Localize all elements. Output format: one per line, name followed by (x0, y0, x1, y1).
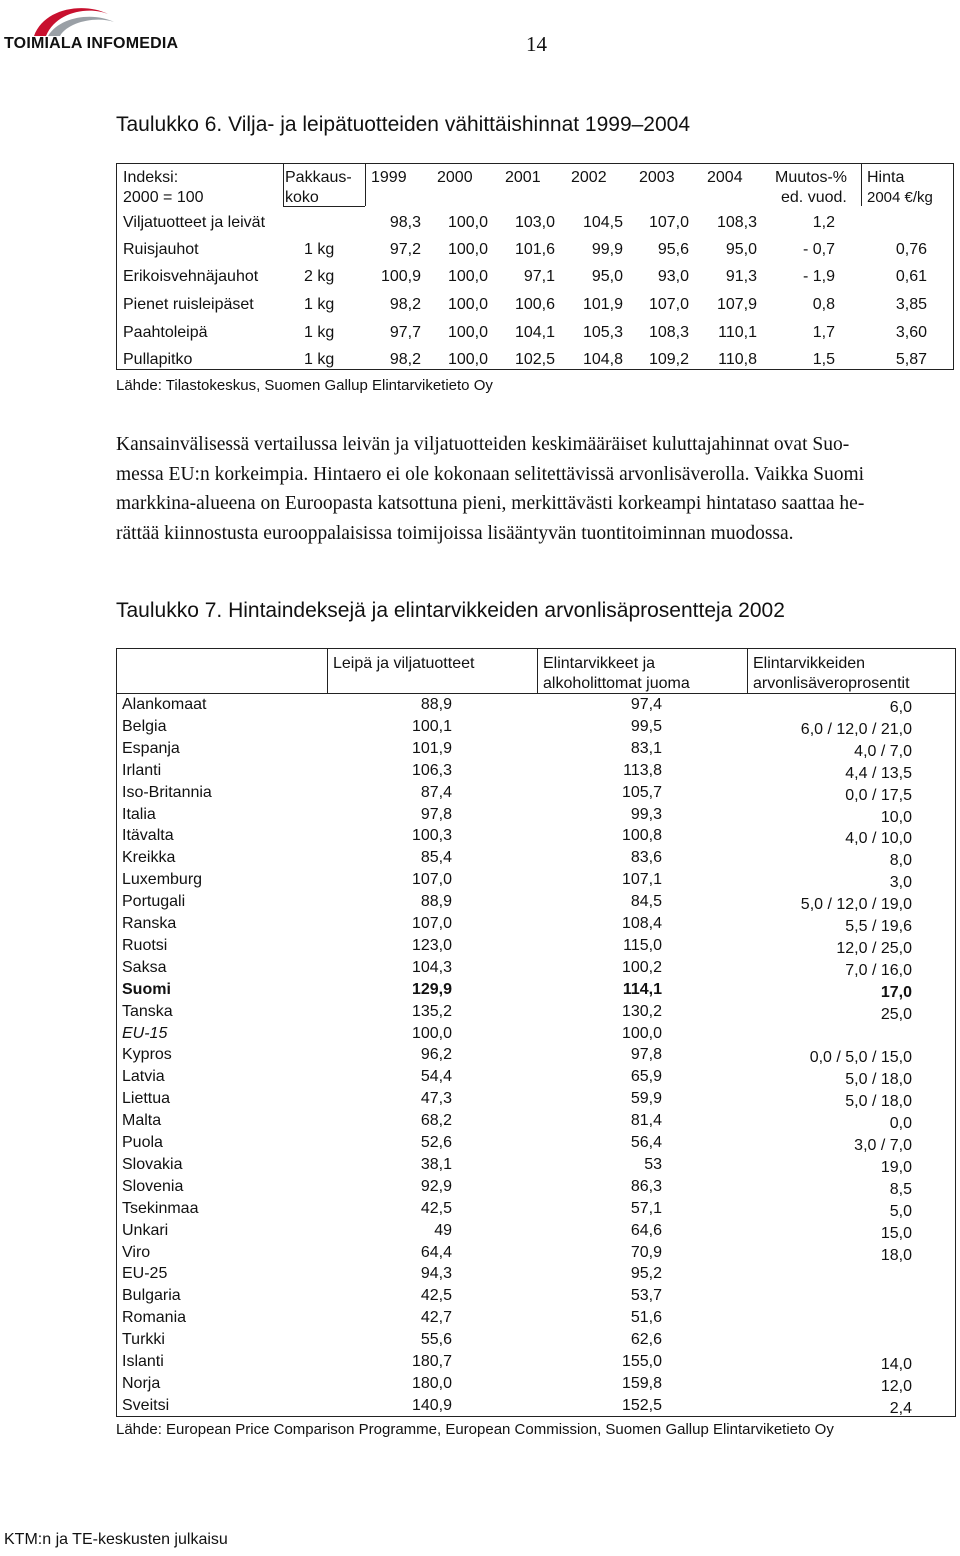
food-index: 159,8 (621, 1375, 662, 1392)
vat-rates: 5,0 (889, 1203, 912, 1220)
table7-caption: Taulukko 7. Hintaindeksejä ja elintarvikkeiden arvonlisäprosentteja 2002 (116, 599, 785, 622)
country-name: Ruotsi (122, 937, 168, 954)
index-value: 100,0 (447, 324, 488, 341)
food-index: 152,5 (621, 1397, 662, 1414)
bread-index: 88,9 (420, 893, 452, 910)
index-label: Indeksi: (123, 169, 179, 186)
country-name: Tsekinmaa (122, 1200, 199, 1217)
country-name: Irlanti (122, 762, 162, 779)
bread-index: 68,2 (420, 1112, 452, 1129)
index-value: 101,6 (514, 241, 555, 258)
index-value: 99,9 (591, 241, 623, 258)
price-value: 0,61 (895, 268, 927, 285)
index-value: 98,3 (389, 214, 421, 231)
vat-rates: 19,0 (880, 1159, 912, 1176)
country-name: Itävalta (122, 827, 174, 844)
vat-rates: 5,0 / 18,0 (845, 1071, 912, 1088)
index-value: 91,3 (725, 268, 757, 285)
index-value: 107,0 (648, 214, 689, 231)
food-index: 83,6 (630, 849, 662, 866)
index-value: 109,2 (648, 351, 689, 368)
food-index: 95,2 (630, 1265, 662, 1282)
bread-index: 38,1 (420, 1156, 452, 1173)
food-index: 97,4 (630, 696, 662, 713)
food-index: 81,4 (630, 1112, 662, 1129)
row-label: Pullapitko (123, 351, 193, 368)
food-index: 83,1 (630, 740, 662, 757)
index-value: 110,8 (718, 351, 757, 368)
bread-index: 49 (434, 1222, 452, 1239)
food-index: 57,1 (630, 1200, 662, 1217)
index-value: 107,0 (648, 296, 689, 313)
price-value: 0,76 (895, 241, 927, 258)
bread-index: 106,3 (411, 762, 452, 779)
index-value: 97,1 (523, 268, 555, 285)
row-label: Ruisjauhot (123, 241, 199, 258)
vat-rates: 0,0 (889, 1115, 912, 1132)
bread-index: 135,2 (411, 1003, 452, 1020)
page-number: 14 (526, 32, 547, 56)
food-index: 53,7 (630, 1287, 662, 1304)
food-header: Elintarvikkeet ja (543, 655, 656, 672)
logo-text: TOIMIALA INFOMEDIA (4, 35, 179, 52)
bread-index: 107,0 (411, 915, 452, 932)
food-index: 155,0 (621, 1353, 662, 1370)
bread-index: 42,5 (420, 1287, 452, 1304)
paragraph-line: markkina-alueena on Euroopasta katsottuna pieni, merkittävästi korkeampi hintataso saattaa he- (116, 493, 865, 514)
bread-index: 129,9 (411, 981, 452, 998)
country-name: Romania (122, 1309, 187, 1326)
country-name: Islanti (122, 1353, 164, 1370)
year-header: 2001 (505, 169, 541, 186)
vat-rates: 6,0 (889, 699, 912, 716)
column-divider (365, 164, 366, 206)
vat-rates: 0,0 / 17,5 (845, 787, 912, 804)
vat-rates: 3,0 (889, 874, 912, 891)
index-value: 93,0 (657, 268, 689, 285)
pack-size: 1 kg (304, 296, 335, 313)
index-value: 98,2 (389, 351, 421, 368)
country-name: Turkki (122, 1331, 165, 1348)
food-index: 70,9 (630, 1244, 662, 1261)
index-value: 107,9 (716, 296, 757, 313)
header-divider (117, 693, 955, 694)
column-divider (747, 649, 748, 694)
vat-rates: 17,0 (880, 984, 912, 1001)
food-index: 84,5 (630, 893, 662, 910)
vat-rates: 10,0 (880, 809, 912, 826)
row-label: Erikoisvehnäjauhot (123, 268, 259, 285)
table6 (116, 163, 954, 370)
paragraph-line: Kansainvälisessä vertailussa leivän ja viljatuotteiden keskimääräiset kuluttajahinnat ovat Suo- (116, 434, 850, 455)
bread-index: 97,8 (420, 806, 452, 823)
vat-rates: 5,5 / 19,6 (845, 918, 912, 935)
food-index: 59,9 (630, 1090, 662, 1107)
country-name: Kypros (122, 1046, 172, 1063)
index-value: 95,6 (657, 241, 689, 258)
index-value: 100,6 (514, 296, 555, 313)
index-value: 104,8 (582, 351, 623, 368)
food-index: 65,9 (630, 1068, 662, 1085)
food-index: 64,6 (630, 1222, 662, 1239)
bread-index: 140,9 (411, 1397, 452, 1414)
food-index: 97,8 (630, 1046, 662, 1063)
pack-header: Pakkaus- (285, 169, 352, 186)
country-name: Suomi (122, 981, 171, 998)
country-name: Norja (122, 1375, 161, 1392)
change-value: 1,5 (812, 351, 835, 368)
index-value: 100,0 (447, 296, 488, 313)
food-index: 62,6 (630, 1331, 662, 1348)
index-value: 97,2 (389, 241, 421, 258)
index-value: 104,5 (582, 214, 623, 231)
header-divider (283, 206, 365, 207)
country-name: Italia (122, 806, 156, 823)
bread-index: 47,3 (420, 1090, 452, 1107)
bread-index: 87,4 (420, 784, 452, 801)
year-header: 2003 (639, 169, 675, 186)
year-header: 2000 (437, 169, 473, 186)
index-value: 100,0 (447, 351, 488, 368)
body-paragraph (116, 430, 946, 548)
price-value: 3,85 (895, 296, 927, 313)
publisher-logo (4, 2, 184, 54)
index-value: 100,0 (447, 268, 488, 285)
bread-index: 94,3 (420, 1265, 452, 1282)
column-divider (537, 649, 538, 694)
vat-rates: 15,0 (880, 1225, 912, 1242)
bread-index: 100,0 (411, 1025, 452, 1042)
country-name: EU-15 (122, 1025, 168, 1042)
vat-rates: 0,0 / 5,0 / 15,0 (809, 1049, 912, 1066)
vat-rates: 2,4 (889, 1400, 912, 1417)
change-value: 0,8 (812, 296, 835, 313)
column-divider (327, 649, 328, 694)
footer-text: KTM:n ja TE-keskusten julkaisu (4, 1531, 228, 1548)
vat-rates: 12,0 / 25,0 (836, 940, 912, 957)
vat-header-2: arvonlisäveroprosentit (753, 675, 910, 692)
year-header: 2002 (571, 169, 607, 186)
paragraph-line: messa EU:n korkeimpia. Hintaero ei ole kokonaan selitettävissä arvonlisäverolla. Vaikka Suomi (116, 463, 865, 485)
pack-size: 2 kg (304, 268, 335, 285)
index-value: 104,1 (514, 324, 555, 341)
price-value: 5,87 (895, 351, 927, 368)
vat-rates: 8,0 (889, 852, 912, 869)
index-value: 100,0 (447, 241, 488, 258)
food-index: 99,5 (630, 718, 662, 735)
vat-rates: 4,4 / 13,5 (845, 765, 912, 782)
country-name: EU-25 (122, 1265, 168, 1282)
vat-rates: 18,0 (880, 1247, 912, 1264)
country-name: Unkari (122, 1222, 169, 1239)
index-value: 108,3 (648, 324, 689, 341)
country-name: Bulgaria (122, 1287, 181, 1304)
row-label: Paahtoleipä (123, 324, 208, 341)
change-value: - 1,9 (802, 268, 835, 285)
food-index: 100,8 (621, 827, 662, 844)
vat-rates: 25,0 (880, 1006, 912, 1023)
price-value: 3,60 (895, 324, 927, 341)
country-name: Slovakia (122, 1156, 183, 1173)
paragraph-line: rättää kiinnostusta eurooppalaisissa toimijoissa lisääntyvän tuontitoiminnan muodossa. (116, 522, 794, 544)
row-label: Pienet ruisleipäset (123, 296, 254, 313)
index-value: 95,0 (591, 268, 623, 285)
country-name: Viro (122, 1244, 151, 1261)
change-value: - 0,7 (802, 241, 835, 258)
vat-rates: 12,0 (880, 1378, 912, 1395)
logo-swoosh-icon (4, 2, 164, 38)
country-name: Puola (122, 1134, 163, 1151)
bread-index: 100,3 (411, 827, 452, 844)
bread-index: 64,4 (420, 1244, 452, 1261)
food-index: 99,3 (630, 806, 662, 823)
food-index: 108,4 (621, 915, 662, 932)
food-index: 114,1 (622, 981, 662, 998)
food-index: 113,8 (623, 762, 662, 779)
year-header: 1999 (371, 169, 407, 186)
bread-index: 92,9 (420, 1178, 452, 1195)
country-name: Liettua (122, 1090, 171, 1107)
food-index: 130,2 (621, 1003, 662, 1020)
bread-index: 123,0 (411, 937, 452, 954)
change-header-2: ed. vuod. (781, 189, 847, 206)
pack-size: 1 kg (304, 351, 335, 368)
index-value: 108,3 (716, 214, 757, 231)
pack-size: 1 kg (304, 324, 335, 341)
bread-header: Leipä ja viljatuotteet (333, 655, 475, 672)
column-divider (283, 164, 284, 206)
vat-rates: 14,0 (880, 1356, 912, 1373)
index-value: 105,3 (582, 324, 623, 341)
bread-index: 104,3 (411, 959, 452, 976)
country-name: Alankomaat (122, 696, 207, 713)
vat-rates: 3,0 / 7,0 (854, 1137, 912, 1154)
food-index: 86,3 (630, 1178, 662, 1195)
bread-index: 55,6 (420, 1331, 452, 1348)
vat-rates: 6,0 / 12,0 / 21,0 (800, 721, 912, 738)
food-index: 107,1 (621, 871, 662, 888)
table7 (116, 648, 956, 1417)
index-value: 100,0 (447, 214, 488, 231)
country-name: Kreikka (122, 849, 176, 866)
country-name: Portugali (122, 893, 186, 910)
country-name: Espanja (122, 740, 180, 757)
index-value: 100,9 (380, 268, 421, 285)
vat-rates: 4,0 / 10,0 (845, 830, 912, 847)
change-value: 1,2 (812, 214, 835, 231)
change-header: Muutos-% (775, 169, 848, 186)
change-value: 1,7 (812, 324, 835, 341)
country-name: Belgia (122, 718, 167, 735)
bread-index: 42,5 (420, 1200, 452, 1217)
bread-index: 96,2 (420, 1046, 452, 1063)
bread-index: 54,4 (420, 1068, 452, 1085)
table7-source: Lähde: European Price Comparison Programme, European Commission, Suomen Gallup Elintarviketieto Oy (116, 1421, 834, 1438)
index-value: 98,2 (389, 296, 421, 313)
year-header: 2004 (707, 169, 743, 186)
country-name: Slovenia (122, 1178, 184, 1195)
table6-source: Lähde: Tilastokeskus, Suomen Gallup Elintarviketieto Oy (116, 377, 493, 394)
bread-index: 180,0 (411, 1375, 452, 1392)
vat-rates: 5,0 / 12,0 / 19,0 (800, 896, 912, 913)
vat-rates: 8,5 (889, 1181, 912, 1198)
bread-index: 85,4 (420, 849, 452, 866)
bread-index: 180,7 (411, 1353, 452, 1370)
vat-rates: 4,0 / 7,0 (854, 743, 912, 760)
bread-index: 42,7 (420, 1309, 452, 1326)
food-index: 51,6 (630, 1309, 662, 1326)
bread-index: 52,6 (420, 1134, 452, 1151)
index-value: 97,7 (389, 324, 421, 341)
pack-size: 1 kg (304, 241, 335, 258)
food-index: 105,7 (621, 784, 662, 801)
bread-index: 101,9 (411, 740, 452, 757)
country-name: Sveitsi (122, 1397, 170, 1414)
vat-rates: 5,0 / 18,0 (845, 1093, 912, 1110)
index-value: 95,0 (725, 241, 757, 258)
price-header-2: 2004 €/kg (867, 189, 933, 206)
bread-index: 88,9 (420, 696, 452, 713)
index-value: 110,1 (718, 324, 757, 341)
column-divider (861, 164, 862, 206)
vat-header: Elintarvikkeiden (753, 655, 866, 672)
table6-caption: Taulukko 6. Vilja- ja leipätuotteiden vähittäishinnat 1999–2004 (116, 113, 691, 136)
vat-rates: 7,0 / 16,0 (845, 962, 912, 979)
food-index: 100,2 (621, 959, 662, 976)
index-value: 102,5 (514, 351, 555, 368)
food-index: 56,4 (630, 1134, 662, 1151)
pack-header-2: koko (285, 189, 319, 206)
price-header: Hinta (867, 169, 905, 186)
food-index: 115,0 (623, 937, 662, 954)
food-header-2: alkoholittomat juoma (543, 675, 690, 692)
food-index: 53 (644, 1156, 662, 1173)
country-name: Saksa (122, 959, 167, 976)
bread-index: 107,0 (411, 871, 452, 888)
food-index: 100,0 (621, 1025, 662, 1042)
country-name: Tanska (122, 1003, 173, 1020)
index-value: 103,0 (514, 214, 555, 231)
index-value: 101,9 (582, 296, 623, 313)
country-name: Ranska (122, 915, 177, 932)
index-base: 2000 = 100 (123, 189, 204, 206)
row-label: Viljatuotteet ja leivät (123, 214, 266, 231)
country-name: Luxemburg (122, 871, 203, 888)
country-name: Malta (122, 1112, 162, 1129)
country-name: Latvia (122, 1068, 165, 1085)
country-name: Iso-Britannia (122, 784, 212, 801)
bread-index: 100,1 (411, 718, 452, 735)
